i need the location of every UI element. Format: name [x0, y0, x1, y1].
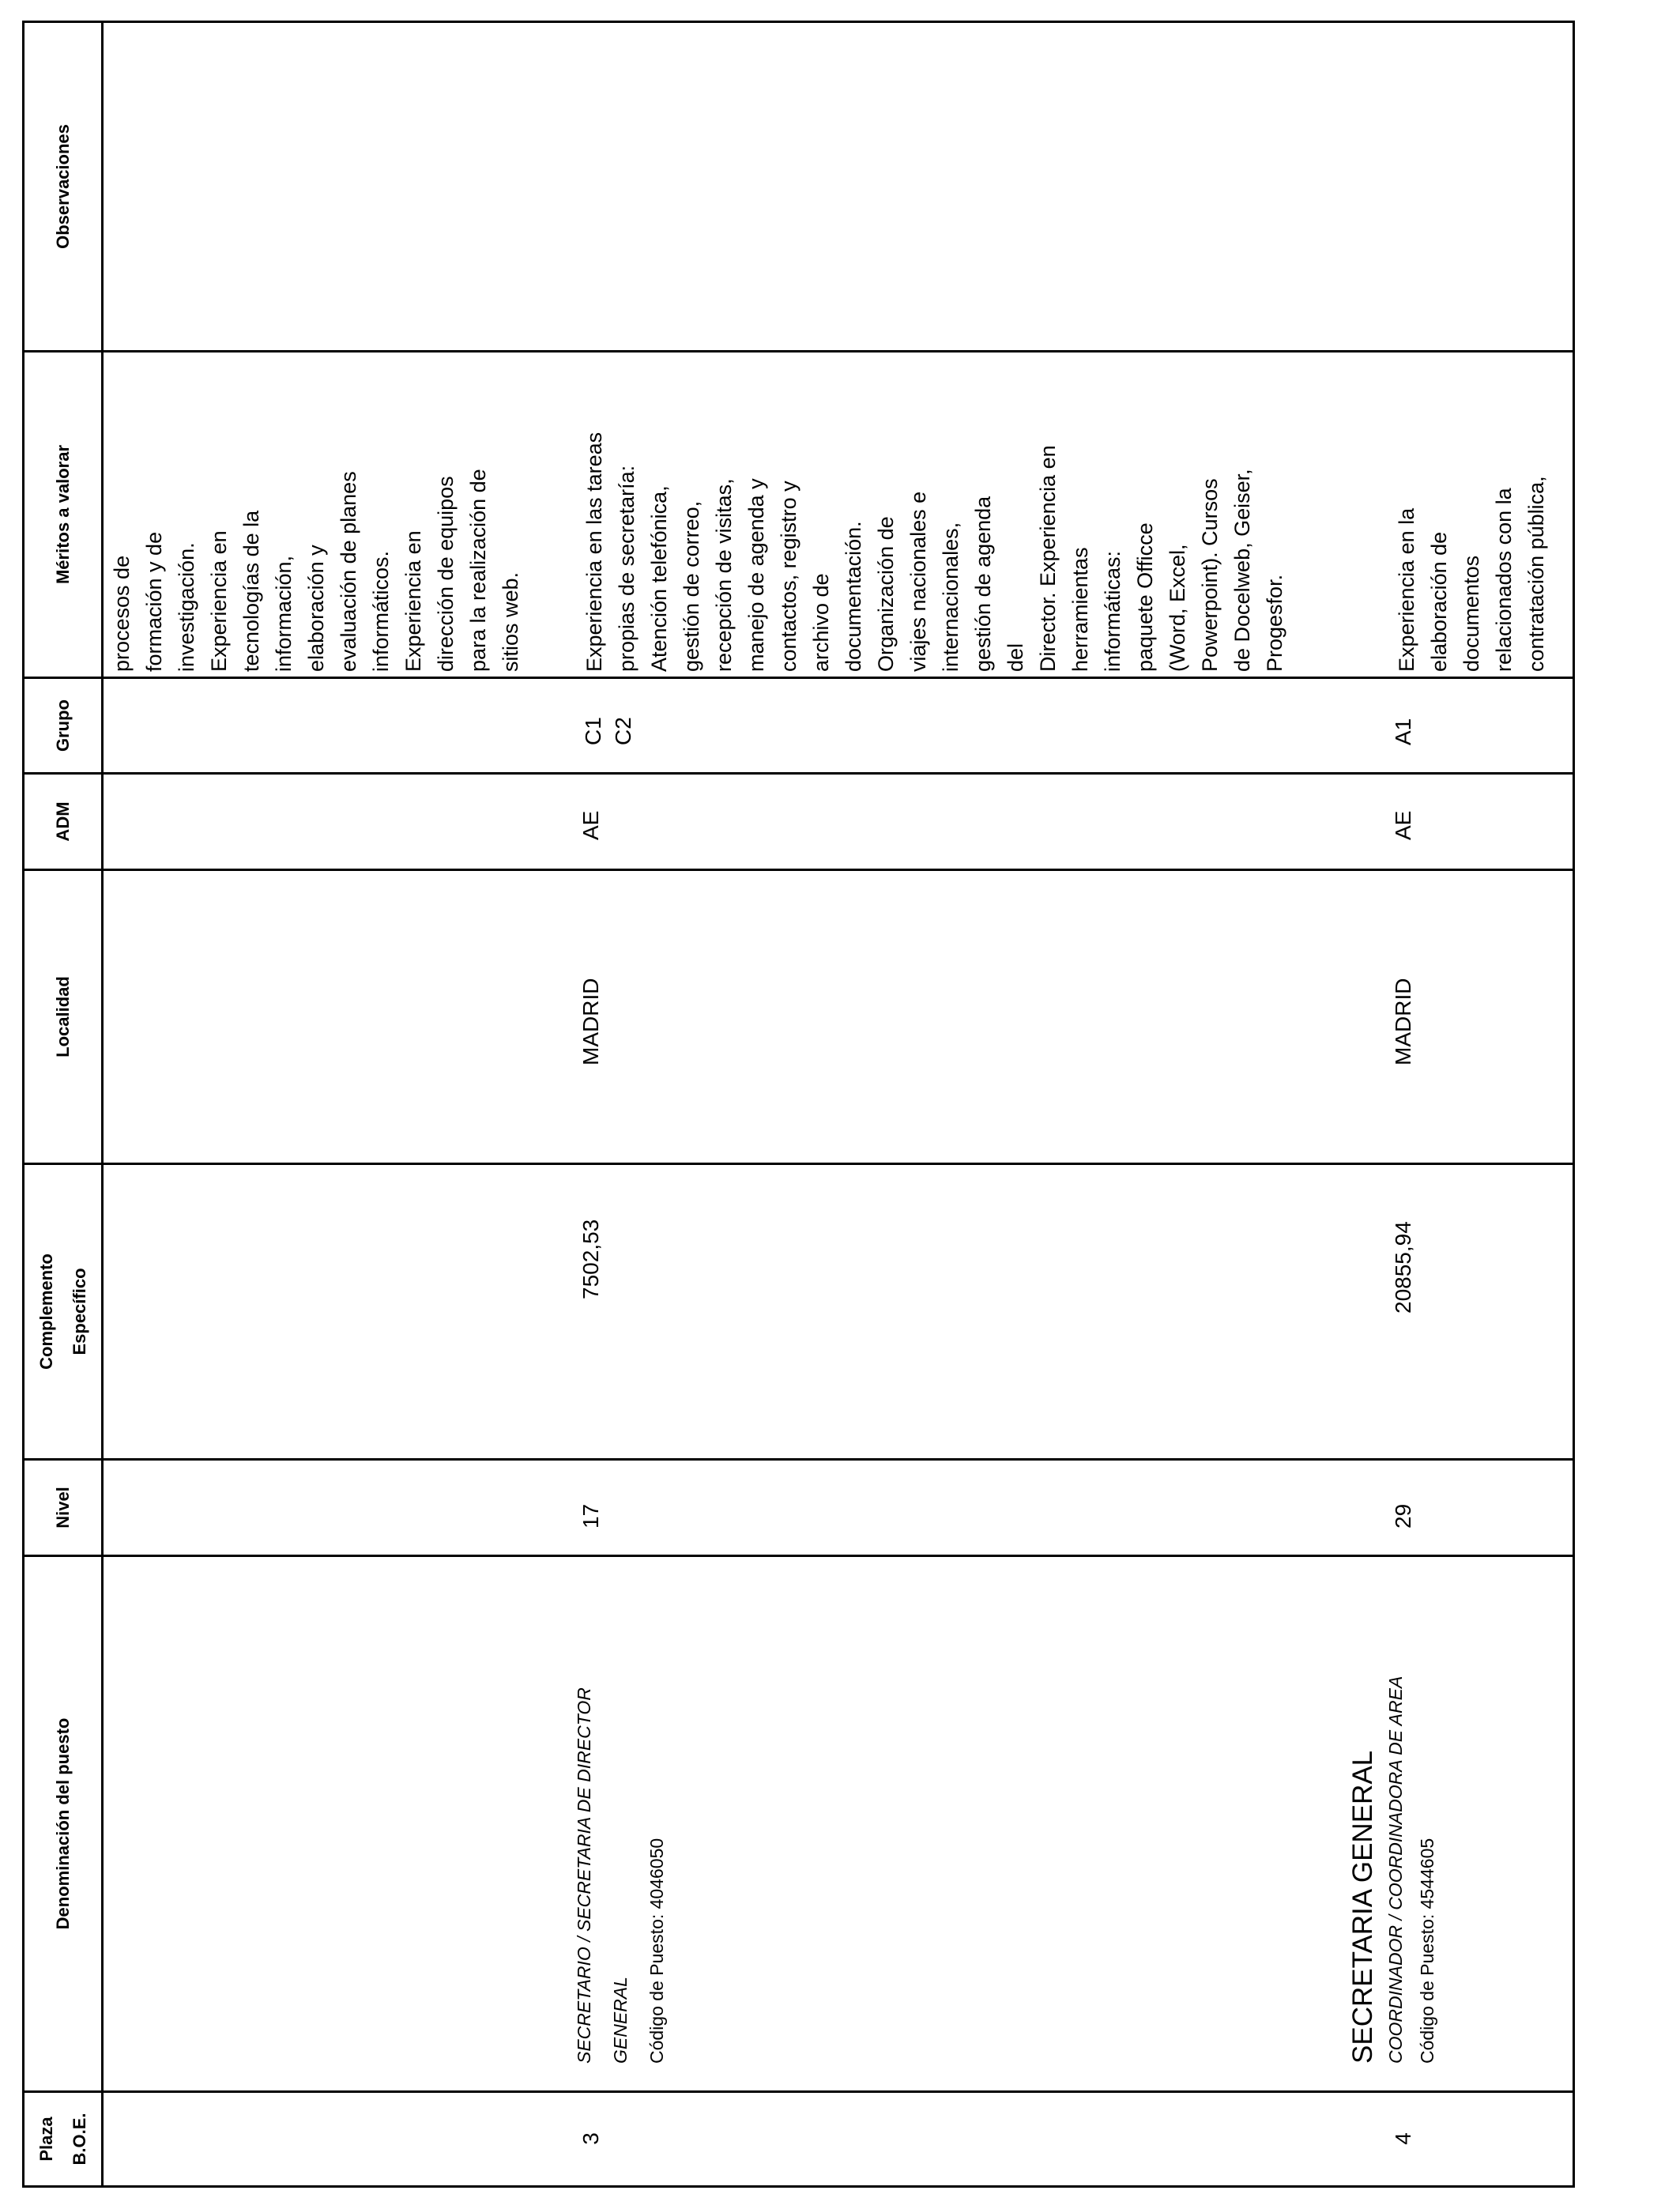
- header-denominacion: Denominación del puesto: [52, 1717, 73, 1930]
- row-3-adm: AE: [578, 810, 603, 840]
- table-right-border: [22, 21, 1575, 23]
- table-bottom-border: [1573, 21, 1575, 2188]
- header-nivel: Nivel: [52, 1487, 73, 1529]
- row-4-seccion: SECRETARIA GENERAL: [1347, 1750, 1378, 2064]
- header-complemento: Complemento Específico: [36, 1253, 89, 1370]
- header-observaciones: Observaciones: [52, 124, 73, 249]
- row-4-denominacion: [1348, 1558, 1443, 2064]
- row-3-denominacion: [575, 1558, 675, 2064]
- col-divider-grupo: [22, 677, 1575, 679]
- row-4-nivel: 29: [1391, 1503, 1415, 1529]
- header-adm: ADM: [52, 801, 73, 842]
- row-4-localidad: MADRID: [1391, 978, 1415, 1065]
- row-4-adm: AE: [1391, 810, 1415, 840]
- col-divider-adm: [22, 772, 1575, 775]
- row-4-meritos: Experiencia en la elaboración de documentos relacionados con la contratación pública,: [1395, 476, 1548, 672]
- col-divider-localidad: [22, 869, 1575, 871]
- header-divider: [101, 21, 104, 2188]
- row-3-denominacion-text: SECRETARIO / SECRETARIA DE DIRECTOR GENERAL: [574, 1687, 631, 2064]
- header-grupo: Grupo: [52, 699, 73, 752]
- row-3-plaza: 3: [578, 2132, 603, 2145]
- row-4-complemento: 20855,94: [1391, 1221, 1415, 1314]
- col-divider-denominacion: [22, 1555, 1575, 1557]
- header-localidad: Localidad: [52, 976, 73, 1057]
- col-divider-plaza: [22, 2090, 1575, 2093]
- continued-meritos-text: procesos de formación y de investigación. Experiencia en tecnologías de la información, elaboración y evaluación de planes informáticos. Experiencia en dirección de equipos para la realización de sitios web.: [110, 469, 522, 672]
- row-3-localidad: MADRID: [578, 978, 603, 1065]
- row-3-nivel: 17: [578, 1503, 603, 1529]
- header-meritos: Méritos a valorar: [52, 444, 73, 585]
- row-4-grupo: A1: [1391, 718, 1415, 745]
- row-4-denominacion-text: COORDINADOR / COORDINADORA DE AREA: [1385, 1676, 1406, 2064]
- row-3-meritos: Experiencia en las tareas propias de secretaría: Atención telefónica, gestión de correo, recepción de visitas, manejo de agenda y contactos, registro y archivo de documentación. Organización de viajes nacionales e internacionales, gestión de agenda del Director. Experiencia en herramientas informáticas: paquete Officce (Word, Excel, Powerpoint). Cursos de Docelweb, Geiser, Progesfor.: [582, 432, 1286, 672]
- col-divider-complemento: [22, 1163, 1575, 1165]
- header-plaza: Plaza B.O.E.: [36, 2113, 89, 2166]
- row-4-codigo: Código de Puesto: 4544605: [1417, 1838, 1437, 2064]
- table-left-border: [22, 2185, 1575, 2188]
- row-3-complemento: 7502,53: [578, 1219, 603, 1299]
- col-divider-meritos: [22, 350, 1575, 352]
- col-divider-nivel: [22, 1458, 1575, 1461]
- row-4-plaza: 4: [1391, 2132, 1415, 2145]
- row-3-codigo: Código de Puesto: 4046050: [646, 1838, 667, 2064]
- row-3-grupo: C1 C2: [581, 717, 635, 745]
